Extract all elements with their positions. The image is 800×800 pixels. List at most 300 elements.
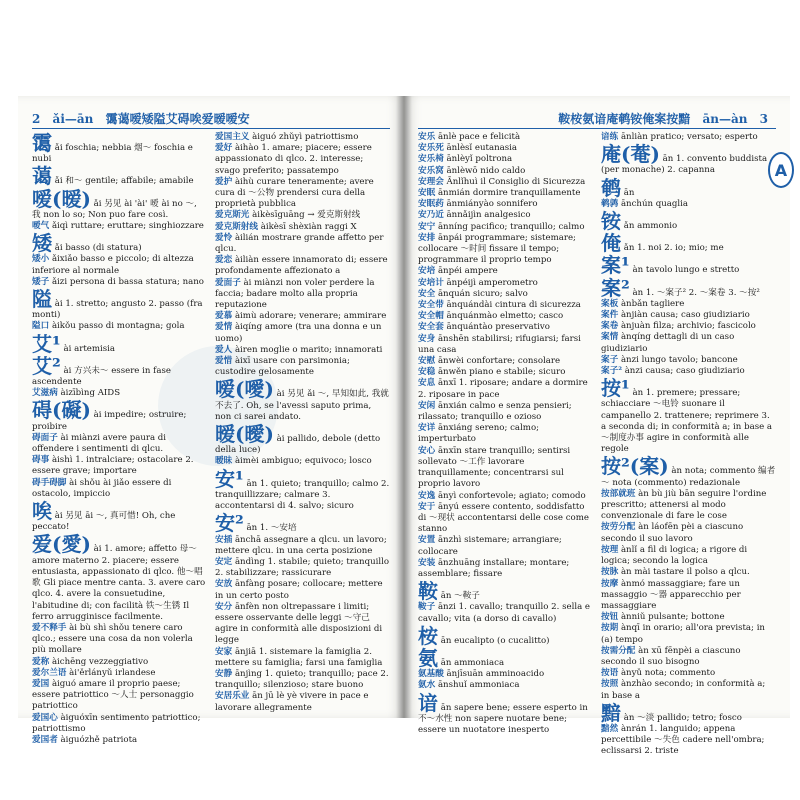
definition: ānwèi confortare; consolare: [437, 356, 561, 367]
dictionary-entry: [215, 378, 390, 423]
headword: 案子: [601, 354, 619, 365]
headword: 爱国主义: [215, 132, 250, 142]
definition: àn bù jiù bān seguire l'ordine prescritto; attenersi al modo convenzionale di fare le cose: [601, 488, 767, 522]
definition: ān sapere bene; essere esperto in 不～水性 non sapere nuotare bene; essere un nuotatore inesperto: [418, 702, 588, 735]
dictionary-entry: [418, 199, 593, 210]
definition: ài pallido, debole (detto della luce): [215, 434, 381, 456]
dictionary-entry: [32, 455, 207, 477]
dictionary-entry: [418, 446, 593, 491]
headword: 爱护: [215, 176, 233, 187]
definition: ǎizi persona di bassa statura; nano: [51, 276, 204, 287]
headword: 安乐椅: [418, 154, 444, 165]
dictionary-entry: [32, 735, 207, 746]
definition: ān ～鞍子: [440, 591, 480, 602]
definition: àiguó zhǔyì patriottismo: [252, 132, 359, 142]
definition: ānfèn non oltrepassare i limiti; essere osservante delle leggi ～守己 agire in conformità alle disposizioni di legge: [215, 601, 383, 646]
definition: ānlèwō nido caldo: [446, 165, 526, 176]
dictionary-entry: [418, 680, 593, 691]
definition: ānquán sicuro; salvo: [437, 288, 528, 299]
headword: 安培计: [418, 277, 444, 288]
definition: ànzi causa; caso giudiziario: [624, 366, 745, 377]
definition: àn 1. premere; pressare; schiacciare ～电铃 suonare il campanello 2. trattenere; reprimere 3. a seconda di; in conformità a; in base a ～制度办事 agire in conformità alle regole: [601, 388, 773, 455]
dictionary-entry: [418, 210, 593, 221]
dictionary-entry: [215, 647, 390, 669]
definition: ài shǒu ài jiǎo essere di ostacolo, impiccio: [32, 477, 172, 499]
headword: 安全套: [418, 322, 444, 333]
definition: ǎiqì ruttare; eruttare; singhiozzare: [51, 221, 204, 232]
dictionary-entry: [601, 299, 776, 310]
headword: 安排: [418, 232, 436, 243]
dictionary-entry: [601, 724, 776, 758]
dictionary-entry: [215, 278, 390, 312]
left-page-column-1: [32, 131, 207, 745]
headword: 俺: [601, 231, 621, 256]
left-page: [18, 96, 404, 745]
dictionary-entry: [215, 512, 390, 534]
definition: àihù curare teneramente; avere cura di ～公物 prendersi cura della proprietà pubblica: [215, 176, 374, 210]
headword: 爱国者: [32, 734, 58, 745]
definition: àn ～淡 pallido; tetro; fosco: [623, 712, 742, 723]
definition: àishì 1. intralciare; ostacolare 2. essere grave; importare: [32, 455, 194, 477]
headword: 矮子: [32, 276, 50, 287]
headword: 桉: [418, 623, 438, 648]
letter-tab: A: [768, 152, 794, 188]
definition: àiqíng amore (tra una donna e un uomo): [215, 322, 382, 344]
definition: ān eucalipto (o cucalitto): [440, 635, 550, 646]
definition: ān: [623, 187, 635, 198]
right-page-header: [418, 110, 776, 129]
definition: ān 1. quieto; tranquillo; calmo 2. tranquillizzare; calmare 3. accontentarsi di 4. salvo; sicuro: [215, 478, 390, 512]
dictionary-entry: [418, 166, 593, 177]
definition: àn láofēn pèi a ciascuno secondo il suo lavoro: [601, 522, 744, 544]
definition: ǎn ammonio: [623, 221, 678, 232]
definition: ān jū lè yè vivere in pace e lavorare allegramente: [215, 691, 369, 713]
definition: àiguózhě patriota: [60, 734, 138, 745]
headword: 安¹: [215, 466, 244, 491]
headword: 爱(愛): [32, 532, 91, 557]
headword: 安放: [215, 579, 233, 590]
definition: àn tavolo lungo e stretto: [632, 265, 740, 276]
dictionary-entry: [215, 579, 390, 601]
definition: ānliàn pratico; versato; esperto: [620, 132, 758, 142]
headword: 鹌鹑: [601, 198, 619, 209]
headword: 安眠药: [418, 199, 444, 210]
headword: 安乐死: [418, 143, 444, 154]
headword: 唉: [32, 499, 52, 524]
definition: ānxián calmo e senza pensieri; rilassato; tranquillo e ozioso: [418, 400, 572, 423]
pinyin-range: ǎi—ān: [52, 112, 94, 126]
dictionary-entry: [418, 300, 593, 311]
dictionary-entry: [32, 188, 207, 221]
headword: 安全帽: [418, 311, 444, 322]
dictionary-entry: [418, 535, 593, 557]
dictionary-entry: [215, 210, 390, 221]
definition: ānshēn stabilirsi; rifugiarsi; farsi una casa: [418, 333, 581, 355]
headword: 安乐: [418, 132, 436, 142]
dictionary-entry: [32, 232, 207, 254]
definition: ānchā assegnare a qlcu. un lavoro; mettere qlcu. in una certa posizione: [215, 534, 387, 556]
headword: 按²(案): [601, 454, 669, 479]
dictionary-entry: [601, 377, 776, 455]
headword: 安置: [418, 535, 436, 546]
dictionary-entry: [32, 478, 207, 500]
headword: 爱惜: [215, 356, 233, 367]
dictionary-entry: [215, 356, 390, 378]
dictionary-entry: [601, 545, 776, 567]
dictionary-entry: [601, 455, 776, 488]
headword: 案情: [601, 332, 619, 343]
dictionary-entry: [418, 322, 593, 333]
definition: ài bù shì shǒu tenere caro qlco.; essere una cosa da non volerla più mollare: [32, 622, 193, 656]
dictionary-entry: [418, 367, 593, 378]
definition: ànqíng dettagli di un caso giudiziario: [601, 332, 735, 354]
dictionary-entry: [215, 322, 390, 344]
definition: àikèsīguāng → 爱克斯射线: [252, 210, 361, 221]
headword: 暧(曖): [215, 422, 274, 447]
definition: ān 1. ～安培: [246, 523, 297, 534]
definition: àiliàn essere innamorato di; essere profondamente affezionato a: [215, 255, 388, 277]
left-page-column-2: [215, 132, 390, 712]
definition: àiren moglie o marito; innamorati: [234, 344, 383, 355]
headword: 按钮: [601, 612, 619, 623]
dictionary-entry: [32, 165, 207, 187]
dictionary-entry: [215, 423, 390, 456]
headword: 铵: [601, 209, 621, 234]
headword: 碍事: [32, 455, 50, 466]
headword: 案²: [601, 275, 630, 300]
definition: ānpái programmare; sistemare; collocare ～时间 fissare il tempo; programmare il proprio tempo: [418, 232, 576, 266]
headword: 谙: [418, 690, 438, 715]
dictionary-entry: [32, 355, 207, 388]
dictionary-entry: [215, 669, 390, 691]
dictionary-entry: [601, 321, 776, 332]
definition: āndìng 1. stabile; quieto; tranquillo 2. stabilizzare; rassicurare: [215, 556, 390, 579]
definition: ānlèsǐ eutanasia: [446, 143, 518, 154]
headword: 安息: [418, 378, 436, 389]
definition: ānyì confortevole; agiato; comodo: [437, 490, 586, 501]
headword: 安居乐业: [215, 691, 250, 702]
dictionary-entry: [418, 334, 593, 356]
right-page: [404, 96, 790, 757]
headword: 爱好: [215, 143, 233, 154]
headword: 隘: [32, 287, 52, 312]
headword: 安于: [418, 501, 436, 512]
headword: 安心: [418, 445, 436, 456]
dictionary-entry: [418, 356, 593, 367]
headword: 按需分配: [601, 645, 636, 656]
dictionary-entry: [215, 602, 390, 647]
definition: àimù adorare; venerare; ammirare: [234, 311, 387, 322]
headword: 安逸: [418, 490, 436, 501]
definition: ānpéi ampere: [437, 266, 498, 277]
book-spine-gutter: [396, 96, 412, 718]
definition: ànyǔ nota; commento: [620, 668, 716, 679]
headword: 碍面子: [32, 432, 58, 443]
headword: 安装: [418, 557, 436, 568]
dictionary-entry: [418, 502, 593, 536]
headword: 安培: [418, 266, 436, 277]
dictionary-entry: [601, 579, 776, 613]
definition: ài artemisia: [63, 343, 116, 354]
headword: 安稳: [418, 367, 436, 378]
headword: 按摩: [601, 578, 619, 589]
definition: ānxīn stare tranquillo; sentirsi sollevato ～工作 lavorare tranquillamente; concentrarsi sul proprio lavoro: [418, 445, 571, 490]
definition: àimèi ambiguo; equivoco; losco: [234, 456, 372, 467]
definition: ànjiàn causa; caso giudiziario: [620, 310, 750, 321]
headword: 安详: [418, 423, 436, 434]
dictionary-entry: [418, 222, 593, 233]
definition: ài miànzi avere paura di offendere i sentimenti di qlcu.: [32, 432, 167, 455]
definition: àikǒu passo di montagna; gola: [51, 321, 185, 332]
definition: ànqī in orario; all'ora prevista; in (a) tempo: [601, 623, 765, 645]
definition: àixī usare con parsimonia; custodire gelosamente: [215, 356, 350, 378]
headword: 矮: [32, 231, 52, 256]
headword: 爱国心: [32, 712, 58, 723]
headword: 按部就班: [601, 488, 636, 499]
definition: ài'ěrlányǔ irlandese: [69, 667, 156, 678]
headword: 鞍: [418, 579, 438, 604]
headword: 黯: [601, 700, 621, 725]
definition: ànbǎn tagliere: [620, 298, 685, 309]
left-page-header: [32, 110, 390, 129]
dictionary-entry: [215, 255, 390, 277]
definition: ānchún quaglia: [620, 198, 689, 209]
definition: ānmián dormire tranquillamente: [437, 188, 581, 199]
headword: 庵(菴): [601, 142, 660, 167]
headword: 按理: [601, 544, 619, 555]
dictionary-entry: [32, 657, 207, 668]
headword: 鞍子: [418, 602, 436, 613]
definition: àn mài tastare il polso a qlcu.: [620, 567, 750, 578]
definition: ài 1. stretto; angusto 2. passo (fra monti): [32, 299, 203, 321]
headword: 爱克斯光: [215, 210, 250, 221]
definition: ànjuàn filza; archivio; fascicolo: [620, 321, 756, 332]
dictionary-entry: [418, 558, 593, 580]
dictionary-entry: [418, 692, 593, 737]
dictionary-entry: [32, 132, 207, 165]
dictionary-entry: [601, 277, 776, 299]
headword: 按劳分配: [601, 522, 636, 533]
right-page-column-1: [418, 132, 593, 735]
headword: 爱慕: [215, 311, 233, 322]
headword: 爱克斯射线: [215, 221, 258, 232]
headword: 爱人: [215, 344, 233, 355]
dictionary-entry: [601, 489, 776, 523]
dictionary-entry: [418, 423, 593, 445]
headword: 霭: [32, 131, 52, 155]
headword: 嗳气: [32, 221, 50, 232]
headword: 谙练: [601, 132, 619, 142]
dictionary-entry: [601, 232, 776, 254]
header-characters: 霭蔼嗳矮隘艾碍唉爱暧嗳安: [105, 112, 250, 126]
definition: ānfàng posare; collocare; mettere in un certo posto: [215, 579, 383, 601]
headword: 案子²: [601, 366, 622, 377]
definition: ānjìng 1. quieto; tranquillo; pace 2. tranquillo; silenzioso; stare buono: [215, 668, 389, 691]
dictionary-entry: [215, 535, 390, 557]
definition: ānjiā 1. sistemare la famiglia 2. mettere su famiglia; farsi una famiglia: [215, 646, 383, 668]
dictionary-entry: [215, 345, 390, 356]
headword: 爱不释手: [32, 622, 67, 633]
definition: àikèsī shèxiàn raggi X: [260, 221, 357, 232]
page-number: 2: [32, 112, 41, 126]
dictionary-entry: [418, 154, 593, 165]
headword: 安全带: [418, 300, 444, 311]
headword: 安乐窝: [418, 165, 444, 176]
definition: àn nota; commento 编者～ nota (commento) redazionale: [601, 466, 776, 488]
headword: 嗳(噯): [215, 377, 274, 402]
dictionary-entry: [418, 143, 593, 154]
headword: 蔼: [32, 164, 52, 189]
headword: 安理会: [418, 176, 444, 187]
headword: 氨: [418, 645, 438, 670]
definition: ǎixiǎo basso e piccolo; di altezza inferiore al normale: [32, 254, 194, 276]
dictionary-entry: [601, 210, 776, 232]
headword: 安眠: [418, 188, 436, 199]
definition: ānwěn piano e stabile; sicuro: [437, 367, 566, 378]
definition: ài 另见 āi ～, 真可惜! Oh, che peccato!: [32, 511, 176, 533]
dictionary-entry: [215, 468, 390, 513]
headword: 按¹: [601, 376, 630, 401]
headword: 安乃近: [418, 210, 444, 221]
definition: ānquándài cintura di sicurezza: [446, 300, 581, 311]
dictionary-entry: [601, 522, 776, 544]
dictionary-entry: [601, 310, 776, 321]
definition: ānzhuāng installare; montare; assemblare; fissare: [418, 557, 570, 579]
dictionary-entry: [32, 533, 207, 622]
dictionary-entry: [32, 399, 207, 432]
definition: ānquántào preservativo: [446, 322, 550, 333]
definition: ài 1. amore; affetto 母～ amore materno 2. piacere; essere entusiasta, appassionato di qlco. 他～唱歌 Gli piace mentre canta. 3. avere caro qlco. 4. avere la consuetudine, l'abitudine di; con facilità 铁～生锈 Il ferro arrugginisce facilmente.: [32, 544, 206, 622]
definition: ài impedire; ostruire; proibire: [32, 410, 187, 432]
headword: 安静: [215, 668, 233, 679]
definition: ài 另见 ǎi ～, 早知如此, 我就不去了. Oh, se l'avessi saputo prima, non ci sarei andato.: [215, 389, 389, 422]
headword: 隘口: [32, 321, 50, 332]
dictionary-entry: [32, 679, 207, 713]
headword: 安家: [215, 646, 233, 657]
definition: ànzi lungo tavolo; bancone: [620, 354, 738, 365]
headword: 嗳(暧): [32, 186, 91, 211]
dictionary-entry: [418, 266, 593, 277]
dictionary-entry: [418, 647, 593, 669]
dictionary-entry: [418, 669, 593, 680]
definition: ānpéijì amperometro: [446, 277, 538, 288]
dictionary-entry: [418, 311, 593, 322]
headword: 氨水: [418, 680, 436, 691]
headword: 安闲: [418, 400, 436, 411]
dictionary-entry: [601, 623, 776, 645]
headword: 安²: [215, 511, 244, 536]
definition: ài 方兴未～ essere in fase ascendente: [32, 365, 171, 388]
definition: ānmiányào sonnifero: [446, 199, 538, 210]
headword: 安宁: [418, 221, 436, 232]
dictionary-entry: [418, 625, 593, 647]
headword: 案板: [601, 298, 619, 309]
headword: 氨基酸: [418, 669, 444, 680]
headword: 黯然: [601, 723, 619, 734]
headword: 爱面子: [215, 277, 241, 288]
dictionary-entry: [418, 233, 593, 267]
headword: 爱怜: [215, 232, 233, 243]
definition: àizībìng AIDS: [60, 388, 121, 399]
dictionary-entry: [601, 332, 776, 354]
dictionary-entry: [32, 333, 207, 355]
headword: 暧昧: [215, 456, 233, 467]
definition: ānyú essere contento, soddisfatto di ～现状 accontentarsi delle cose come stanno: [418, 501, 589, 535]
header-characters: 鞍桉氨谙庵鹌铵俺案按黯: [558, 112, 691, 126]
definition: ānníng pacifico; tranquillo; calmo: [437, 221, 585, 232]
dictionary-entry: [601, 177, 776, 199]
definition: àilián mostrare grande affetto per qlcu.: [215, 232, 384, 255]
definition: ǎi foschia; nebbia 烟～ foschia e nubi: [32, 143, 193, 165]
dictionary-entry: [418, 132, 593, 143]
definition: ānzhì sistemare; arrangiare; collocare: [418, 535, 562, 557]
dictionary-entry: [32, 713, 207, 735]
definition: àn 1. ～案子² 2. ～案卷 3. ～按²: [632, 287, 760, 298]
dictionary-entry: [601, 143, 776, 176]
dictionary-entry: [32, 500, 207, 533]
definition: ānshuǐ ammoniaca: [437, 680, 520, 691]
definition: ānquánmào elmetto; casco: [446, 311, 564, 322]
definition: ānzi 1. cavallo; tranquillo 2. sella e cavallo; vita (a dorso di cavallo): [418, 602, 591, 624]
dictionary-entry: [32, 254, 207, 276]
definition: ǎn 1. noi 2. io; mio; me: [623, 243, 724, 254]
dictionary-entry: [601, 567, 776, 578]
headword: 爱尔兰语: [32, 667, 67, 678]
dictionary-entry: [32, 668, 207, 679]
definition: ānnǎijìn analgesico: [446, 210, 531, 221]
headword: 艾¹: [32, 331, 61, 356]
definition: ànniǔ pulsante; bottone: [620, 612, 725, 623]
dictionary-entry: [601, 702, 776, 724]
dictionary-entry: [601, 612, 776, 623]
dictionary-entry: [32, 433, 207, 455]
headword: 按期: [601, 623, 619, 634]
definition: ài miànzi non voler perdere la faccia; badare molto alla propria reputazione: [215, 277, 375, 311]
headword: 安插: [215, 534, 233, 545]
definition: ānxī 1. riposare; andare a dormire 2. riposare in pace: [418, 378, 588, 400]
headword: 安全: [418, 288, 436, 299]
definition: àiguóxīn sentimento patriottico; patriottismo: [32, 712, 201, 734]
headword: 鹌: [601, 175, 621, 200]
dictionary-entry: [215, 691, 390, 713]
dictionary-entry: [215, 311, 390, 322]
definition: ànrán 1. languido; appena percettibile ～失色 cadere nell'ombra; eclissarsi 2. triste: [601, 723, 765, 757]
definition: ǎi 另见 ài 'ài' 嗳 ài no ～, 我 non lo so; Non puo fare così.: [32, 198, 197, 220]
headword: 案¹: [601, 253, 630, 278]
dictionary-entry: [418, 278, 593, 289]
dictionary-entry: [32, 288, 207, 321]
dictionary-entry: [418, 401, 593, 423]
dictionary-entry: [215, 132, 390, 143]
definition: ān ammoniaca: [440, 657, 505, 668]
dictionary-entry: [601, 668, 776, 679]
headword: 案件: [601, 310, 619, 321]
dictionary-entry: [418, 289, 593, 300]
dictionary-entry: [601, 646, 776, 668]
dictionary-entry: [215, 233, 390, 255]
definition: àichēng vezzeggiativo: [51, 656, 149, 667]
definition: àn xū fēnpèi a ciascuno secondo il suo bisogno: [601, 645, 741, 667]
headword: 爱情: [215, 322, 233, 333]
dictionary-entry: [418, 580, 593, 602]
right-page-column-2: [601, 132, 776, 757]
dictionary-entry: [418, 177, 593, 188]
dictionary-entry: [215, 143, 390, 177]
page-number: 3: [759, 112, 768, 126]
headword: 安身: [418, 333, 436, 344]
headword: 按照: [601, 679, 619, 690]
definition: Ānlǐhuì il Consiglio di Sicurezza: [446, 176, 586, 187]
